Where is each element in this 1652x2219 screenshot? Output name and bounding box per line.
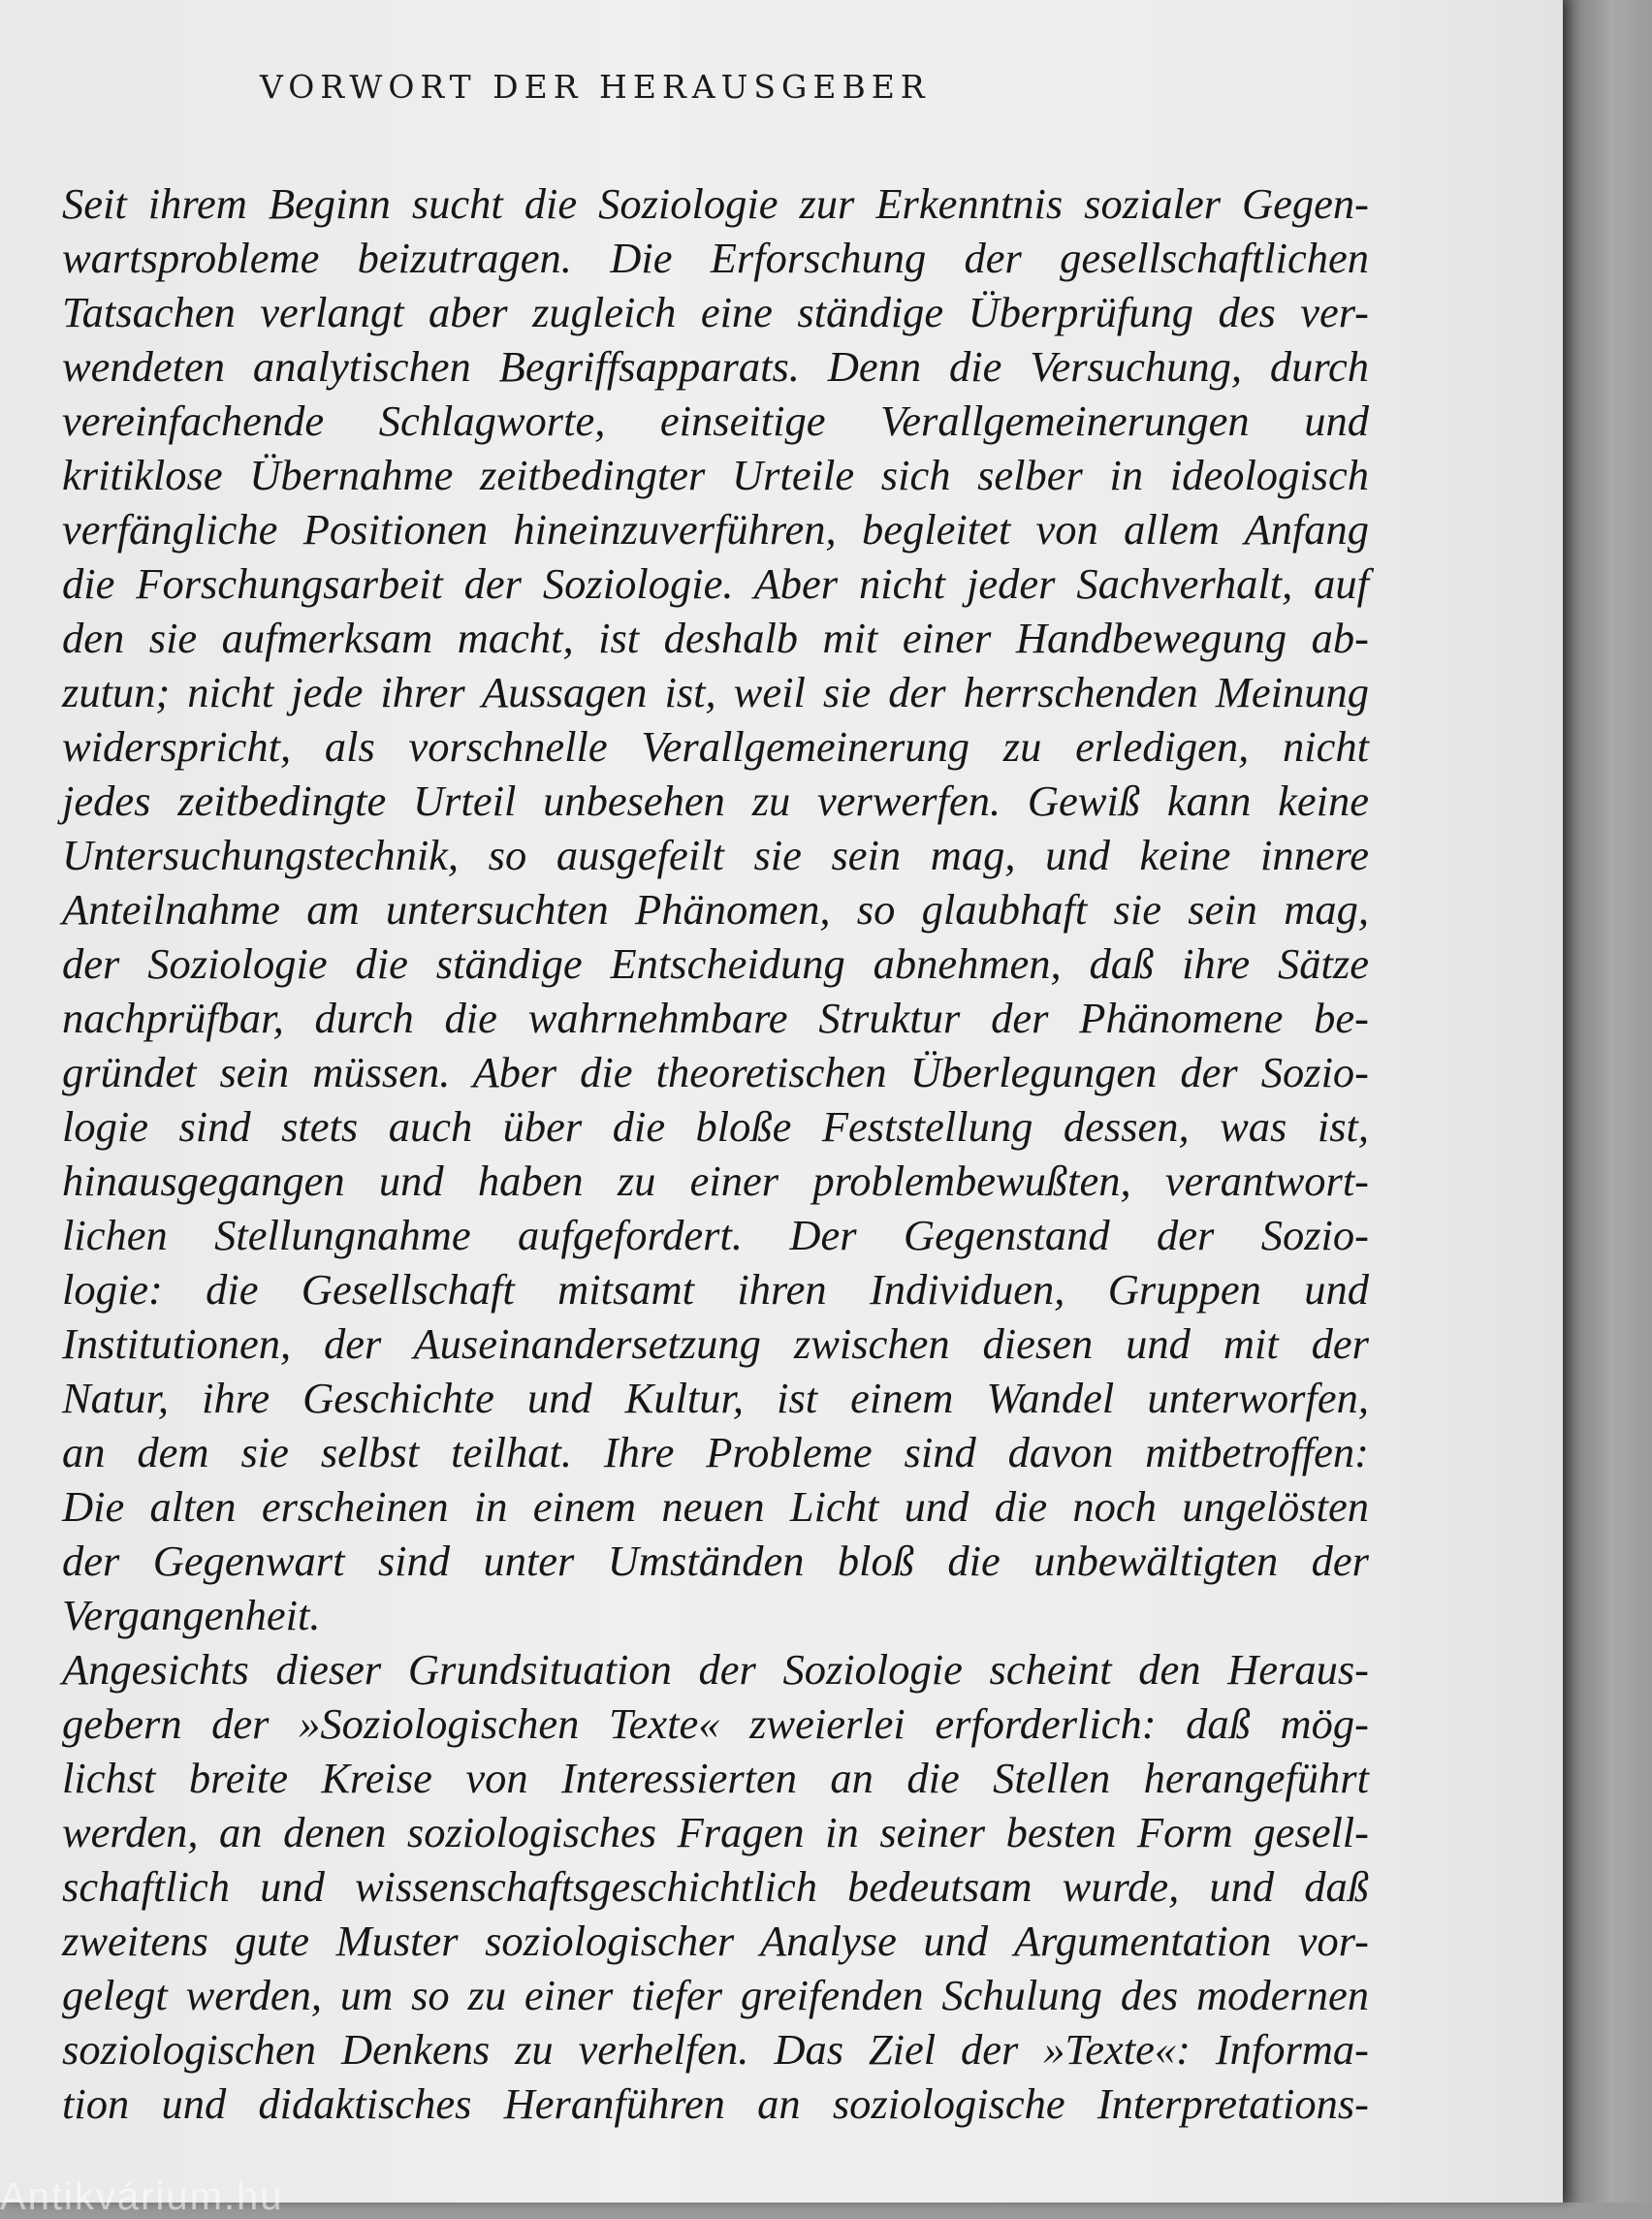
- text-line: an dem sie selbst teilhat. Ihre Probleme sind davon mitbetroffen:: [62, 1428, 1369, 1476]
- text-line: logie sind stets auch über die bloße Feststellung dessen, was ist,: [62, 1102, 1369, 1151]
- text-line: hinausgegangen und haben zu einer problembewußten, verantwort-: [62, 1157, 1369, 1205]
- watermark: Antikvárium.hu: [0, 2175, 284, 2218]
- running-head: VORWORT DER HERAUSGEBER: [260, 68, 931, 106]
- text-line: zutun; nicht jede ihrer Aussagen ist, weil sie der herrschenden Meinung: [62, 668, 1369, 716]
- text-line: gelegt werden, um so zu einer tiefer greifenden Schulung des modernen: [62, 1971, 1369, 2019]
- text-line: Anteilnahme am untersuchten Phänomen, so glaubhaft sie sein mag,: [62, 885, 1369, 934]
- text-line: Natur, ihre Geschichte und Kultur, ist einem Wandel unterworfen,: [62, 1374, 1369, 1422]
- text-line: Seit ihrem Beginn sucht die Soziologie zur Erkenntnis sozialer Gegen-: [62, 179, 1369, 228]
- text-line: der Soziologie die ständige Entscheidung abnehmen, daß ihre Sätze: [62, 939, 1369, 988]
- text-line: verfängliche Positionen hineinzuverführen, begleitet von allem Anfang: [62, 505, 1369, 554]
- text-line: gebern der »Soziologischen Texte« zweierlei erforderlich: daß mög-: [62, 1699, 1369, 1748]
- text-line: logie: die Gesellschaft mitsamt ihren Individuen, Gruppen und: [62, 1265, 1369, 1314]
- text-line: Tatsachen verlangt aber zugleich eine ständige Überprüfung des ver-: [62, 288, 1369, 336]
- text-line: die Forschungsarbeit der Soziologie. Aber nicht jeder Sachverhalt, auf: [62, 559, 1369, 608]
- text-line: Angesichts dieser Grundsituation der Soziologie scheint den Heraus-: [62, 1645, 1369, 1694]
- text-line: jedes zeitbedingte Urteil unbesehen zu verwerfen. Gewiß kann keine: [62, 777, 1369, 825]
- book-gutter-edge: [1563, 0, 1652, 2203]
- paragraph-end-line: Vergangenheit.: [62, 1591, 321, 1639]
- text-line: Institutionen, der Auseinandersetzung zwischen diesen und mit der: [62, 1319, 1369, 1368]
- text-line: schaftlich und wissenschaftsgeschichtlich bedeutsam wurde, und daß: [62, 1862, 1369, 1911]
- text-line: den sie aufmerksam macht, ist deshalb mit einer Handbewegung ab-: [62, 614, 1369, 662]
- text-line: widerspricht, als vorschnelle Verallgemeinerung zu erledigen, nicht: [62, 722, 1369, 771]
- body-text: [62, 176, 1369, 2131]
- text-line: lichen Stellungnahme aufgefordert. Der Gegenstand der Sozio-: [62, 1211, 1369, 1259]
- text-line: wartsprobleme beizutragen. Die Erforschung der gesellschaftlichen: [62, 234, 1369, 282]
- text-line: Untersuchungstechnik, so ausgefeilt sie sein mag, und keine innere: [62, 831, 1369, 879]
- text-line: tion und didaktisches Heranführen an soziologische Interpretations-: [62, 2079, 1369, 2128]
- text-line: werden, an denen soziologisches Fragen in seiner besten Form gesell-: [62, 1808, 1369, 1856]
- text-line: vereinfachende Schlagworte, einseitige Verallgemeinerungen und: [62, 396, 1369, 445]
- text-line: lichst breite Kreise von Interessierten an die Stellen herangeführt: [62, 1754, 1369, 1802]
- text-line: gründet sein müssen. Aber die theoretischen Überlegungen der Sozio-: [62, 1048, 1369, 1096]
- text-line: zweitens gute Muster soziologischer Analyse und Argumentation vor-: [62, 1917, 1369, 1965]
- text-line: kritiklose Übernahme zeitbedingter Urteile sich selber in ideologisch: [62, 451, 1369, 499]
- text-line: Die alten erscheinen in einem neuen Licht und die noch ungelösten: [62, 1482, 1369, 1531]
- text-line: wendeten analytischen Begriffsapparats. Denn die Versuchung, durch: [62, 342, 1369, 391]
- text-line: der Gegenwart sind unter Umständen bloß die unbewältigten der: [62, 1537, 1369, 1585]
- text-line: soziologischen Denkens zu verhelfen. Das Ziel der »Texte«: Informa-: [62, 2025, 1369, 2074]
- text-line: nachprüfbar, durch die wahrnehmbare Struktur der Phänomene be-: [62, 994, 1369, 1042]
